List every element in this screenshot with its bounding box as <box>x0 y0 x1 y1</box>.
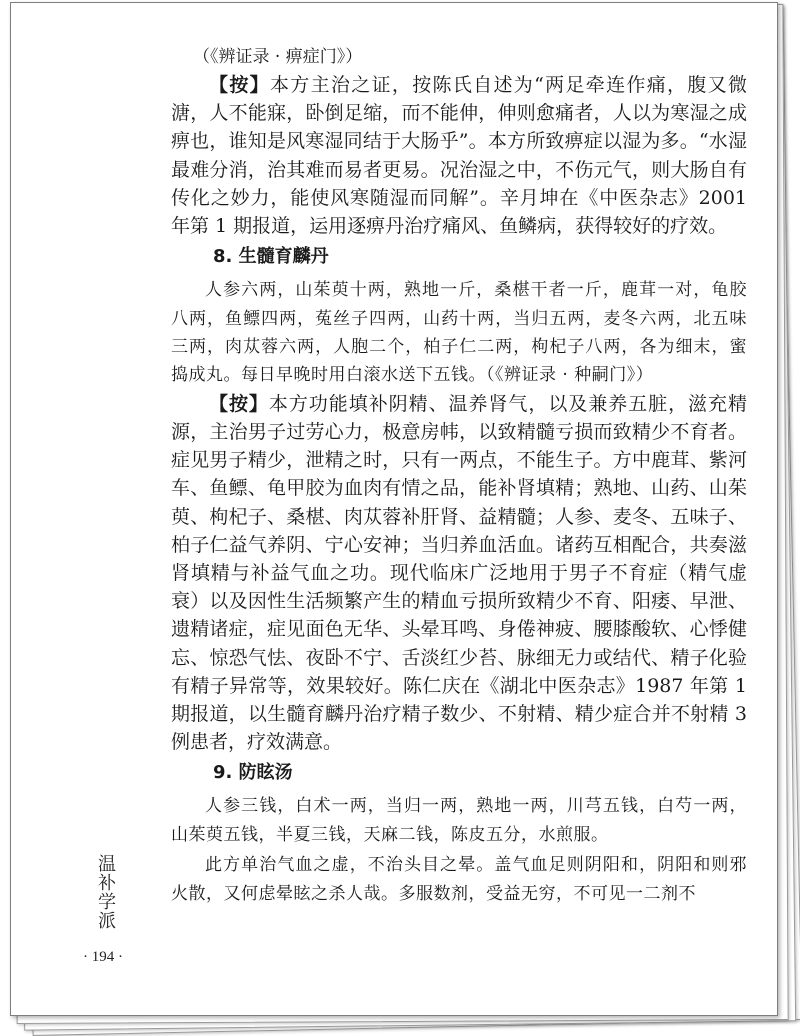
section-heading: 8. 生髓育麟丹 <box>213 246 329 268</box>
source-citation: （《辨证录 · 痹症门》） <box>193 47 363 67</box>
commentary-tag: 【按】 <box>209 74 270 96</box>
commentary-tag: 【按】 <box>209 392 269 415</box>
commentary-paragraph <box>171 71 747 240</box>
recipe-paragraph: 人参三钱，白术一两，当归一两，熟地一两，川芎五钱，白芍一两，山茱萸五钱，半夏三钱，天麻二钱，陈皮五分，水煎服。 <box>171 796 747 845</box>
page-number: · 194 · <box>83 949 123 965</box>
commentary-paragraph <box>171 390 747 757</box>
section-heading: 9. 防眩汤 <box>213 762 293 784</box>
commentary-text: 本方主治之证，按陈氏自述为“两足牵连作痛，腹又微溏，人不能寐，卧倒足缩，而不能伸，伸则愈痛者，人以为寒湿之成痹也，谁知是风寒湿同结于大肠乎”。本方所致痹症以湿为多。“水湿最难分消，治其难而易者更易。况治湿之中，不伤元气，则大肠自有传化之妙力，能使风寒随湿而同解”。辛月坤在《中医杂志》2001 年第 1 期报道，运用逐痹丹治疗痛风、鱼鳞病，获得较好的疗效。 <box>171 74 747 238</box>
explanation-paragraph: 此方单治气血之虚，不治头目之晕。盖气血足则阴阳和，阴阳和则邪火散，又何虑晕眩之杀人哉。多服数剂，受益无穷，不可见一二剂不 <box>171 855 747 904</box>
recipe-paragraph: 人参六两，山茱萸十两，熟地一斤，桑椹干者一斤，鹿茸一对，龟胶八两，鱼鳔四两，菟丝子四两，山药十两，当归五两，麦冬六两，北五味三两，肉苁蓉六两，人胞二个，柏子仁二两，枸杞子八两，各为细末，蜜捣成丸。每日早晚时用白滚水送下五钱。（《辨证录 · 种嗣门》） <box>171 280 747 386</box>
page-content <box>171 43 747 908</box>
side-running-title: 温补学派 <box>98 854 116 932</box>
commentary-text: 本方功能填补阴精、温养肾气，以及兼养五脏，滋充精源，主治男子过劳心力，极意房帏，以致精髓亏损而致精少不育者。症见男子精少，泄精之时，只有一两点，不能生子。方中鹿茸、紫河车、鱼鳔、龟甲胶为血肉有情之品，能补肾填精；熟地、山药、山茱萸、枸杞子、桑椹、肉苁蓉补肝肾、益精髓；人参、麦冬、五味子、柏子仁益气养阴、宁心安神；当归养血活血。诸药互相配合，共奏滋肾填精与补益气血之功。现代临床广泛地用于男子不育症（精气虚衰）以及因性生活频繁产生的精血亏损所致精少不育、阳痿、早泄、遗精诸症，症见面色无华、头晕耳鸣、身倦神疲、腰膝酸软、心悸健忘、惊恐气怯、夜卧不宁、舌淡红少苔、脉细无力或结代、精子化验有精子异常等，效果较好。陈仁庆在《湖北中医杂志》1987 年第 1 期报道，以生髓育麟丹治疗精子数少、不射精、精少症合并不射精 3 例患者，疗效满意。 <box>171 392 747 754</box>
book-page <box>10 2 778 1016</box>
